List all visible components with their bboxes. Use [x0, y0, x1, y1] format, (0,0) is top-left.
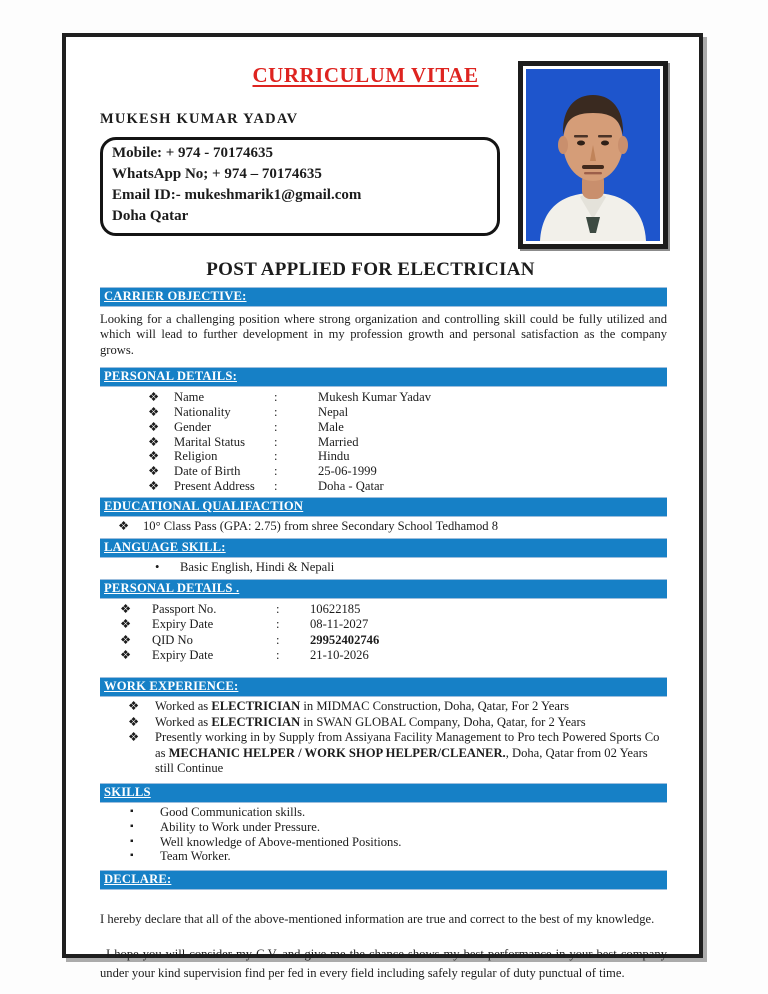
detail-separator: : — [274, 405, 278, 420]
work-experience-item — [100, 730, 667, 777]
diamond-bullet-icon: ❖ — [128, 699, 140, 714]
detail-row — [100, 464, 667, 479]
cv-content — [66, 37, 699, 980]
work-experience-text — [155, 699, 667, 715]
declaration-paragraph-1: I hereby declare that all of the above-mentioned information are true and correct to the best of my knowledge. — [100, 912, 655, 927]
diamond-bullet-icon: ❖ — [120, 602, 132, 617]
detail-separator: : — [274, 419, 278, 434]
list-item-text: 10° Class Pass (GPA: 2.75) from shree Secondary School Tedhamod 8 — [143, 518, 498, 533]
work-experience-item — [100, 699, 667, 715]
list-item-text: Good Communication skills. — [160, 804, 306, 819]
diamond-bullet-icon: ❖ — [148, 464, 160, 479]
diamond-bullet-icon: ❖ — [148, 405, 160, 420]
detail-row — [100, 420, 667, 435]
detail-value: 29952402746 — [310, 632, 380, 647]
diamond-bullet-icon: ❖ — [148, 419, 160, 434]
detail-label: Passport No. — [152, 602, 217, 617]
list-item — [100, 805, 667, 820]
detail-separator: : — [274, 464, 278, 479]
diamond-bullet-icon: ❖ — [120, 632, 132, 647]
section-header-education: EDUCATIONAL QUALIFACTION — [100, 497, 667, 517]
section-header-carrier-objective: CARRIER OBJECTIVE: — [100, 287, 667, 307]
detail-row — [100, 435, 667, 450]
detail-row — [100, 633, 667, 648]
contact-location: Doha Qatar — [112, 208, 189, 224]
skills-list — [100, 803, 667, 868]
education-list — [100, 517, 667, 536]
square-bullet-icon: ▪ — [130, 820, 134, 832]
detail-row — [100, 479, 667, 494]
section-header-declare: DECLARE: — [100, 870, 667, 890]
detail-value: Male — [318, 419, 344, 434]
detail-row — [100, 648, 667, 663]
work-experience-segment: in SWAN GLOBAL Company, Doha, Qatar, for 2 Years — [300, 714, 586, 729]
diamond-bullet-icon: ❖ — [148, 434, 160, 449]
personal-details-rows — [100, 387, 667, 495]
detail-separator: : — [274, 434, 278, 449]
work-experience-segment: Presently working in by Supply from Assiyana Facility Management to Pro tech Powered Sports Co as — [155, 730, 660, 760]
detail-label: Name — [174, 390, 205, 405]
list-item — [100, 560, 667, 575]
documents-rows — [100, 599, 667, 664]
work-experience-segment: in MIDMAC Construction, Doha, Qatar, For 2 Years — [300, 699, 570, 714]
carrier-objective-text: Looking for a challenging position where strong organization and controlling skill could be fully utilized and which will lead to further development in my profession growth and personal satisfaction as the company grows. — [100, 312, 667, 357]
list-item — [100, 519, 667, 534]
detail-separator: : — [274, 390, 278, 405]
detail-label: Marital Status — [174, 434, 246, 449]
diamond-bullet-icon: ❖ — [118, 518, 130, 533]
section-header-personal-details: PERSONAL DETAILS: — [100, 367, 667, 387]
work-experience-segment: ELECTRICIAN — [211, 714, 301, 729]
detail-label: QID No — [152, 632, 193, 647]
detail-label: Expiry Date — [152, 617, 214, 632]
candidate-name: MUKESH KUMAR YADAV — [100, 111, 299, 127]
section-header-language: LANGUAGE SKILL: — [100, 538, 667, 558]
diamond-bullet-icon: ❖ — [128, 714, 140, 729]
work-experience-segment: , Doha, Qatar from 02 Years still Continue — [155, 745, 648, 776]
detail-separator: : — [274, 449, 278, 464]
detail-label: Gender — [174, 419, 212, 434]
detail-row — [100, 602, 667, 617]
square-bullet-icon: ▪ — [130, 805, 134, 817]
declaration-paragraph-2: I hope you will consider my C.V. and give me the chance shows my best performance in your best company under your kind supervision find per fed in every field including safely regular of duty punctual of time. — [100, 946, 667, 980]
detail-separator: : — [276, 632, 280, 647]
detail-value: Hindu — [318, 449, 350, 464]
detail-value: 08-11-2027 — [310, 617, 369, 632]
page-title: CURRICULUM VITAE — [252, 63, 479, 87]
list-item-text: Ability to Work under Pressure. — [160, 819, 321, 834]
diamond-bullet-icon: ❖ — [128, 730, 140, 745]
detail-separator: : — [274, 479, 278, 493]
contact-mobile: Mobile: + 974 - 70174635 — [112, 145, 274, 161]
list-item-text: Well knowledge of Above-mentioned Positions. — [160, 834, 402, 849]
section-header-work-experience: WORK EXPERIENCE: — [100, 677, 667, 697]
detail-row — [100, 390, 667, 405]
detail-value: Nepal — [318, 405, 349, 420]
detail-label: Religion — [174, 449, 218, 464]
contact-email: Email ID:- mukeshmarik1@gmail.com — [112, 187, 362, 203]
detail-row — [100, 617, 667, 632]
detail-label: Expiry Date — [152, 647, 214, 662]
detail-row — [100, 449, 667, 464]
work-experience-list — [100, 697, 667, 780]
detail-label: Present Address — [174, 479, 255, 493]
work-experience-item — [100, 715, 667, 731]
diamond-bullet-icon: ❖ — [148, 479, 160, 493]
work-experience-text — [155, 730, 667, 777]
detail-row — [100, 405, 667, 420]
section-header-documents: PERSONAL DETAILS . — [100, 579, 667, 599]
detail-separator: : — [276, 647, 280, 662]
detail-value: Married — [318, 434, 359, 449]
detail-value: 10622185 — [310, 602, 361, 617]
list-item — [100, 835, 667, 850]
detail-value: Doha - Qatar — [318, 479, 384, 493]
portrait-photo — [526, 69, 660, 241]
diamond-bullet-icon: ❖ — [148, 449, 160, 464]
detail-label: Date of Birth — [174, 464, 241, 479]
list-item-text: Team Worker. — [160, 849, 231, 864]
detail-value: Mukesh Kumar Yadav — [318, 390, 431, 405]
work-experience-segment: ELECTRICIAN — [211, 699, 301, 714]
work-experience-segment: MECHANIC HELPER / WORK SHOP HELPER/CLEANER. — [168, 745, 506, 760]
detail-label: Nationality — [174, 405, 231, 420]
diamond-bullet-icon: ❖ — [120, 617, 132, 632]
work-experience-segment: Worked as — [155, 699, 212, 714]
diamond-bullet-icon: ❖ — [148, 390, 160, 405]
detail-separator: : — [276, 602, 280, 617]
language-list — [100, 558, 667, 577]
work-experience-text — [155, 715, 667, 731]
work-experience-segment: Worked as — [155, 714, 212, 729]
contact-box — [100, 137, 500, 236]
portrait-photo-frame — [518, 61, 668, 249]
list-item — [100, 849, 667, 864]
diamond-bullet-icon: ❖ — [120, 647, 132, 662]
detail-separator: : — [276, 617, 280, 632]
round-bullet-icon: • — [155, 560, 160, 574]
detail-value: 21-10-2026 — [310, 647, 369, 662]
square-bullet-icon: ▪ — [130, 850, 134, 862]
square-bullet-icon: ▪ — [130, 835, 134, 847]
cv-page — [62, 33, 703, 980]
list-item — [100, 820, 667, 835]
contact-whatsapp: WhatsApp No; + 974 – 70174635 — [112, 166, 322, 182]
detail-value: 25-06-1999 — [318, 464, 377, 479]
post-applied-heading: POST APPLIED FOR ELECTRICIAN — [206, 259, 535, 280]
section-header-skills: SKILLS — [100, 783, 667, 803]
list-item-text: Basic English, Hindi & Nepali — [180, 560, 335, 574]
